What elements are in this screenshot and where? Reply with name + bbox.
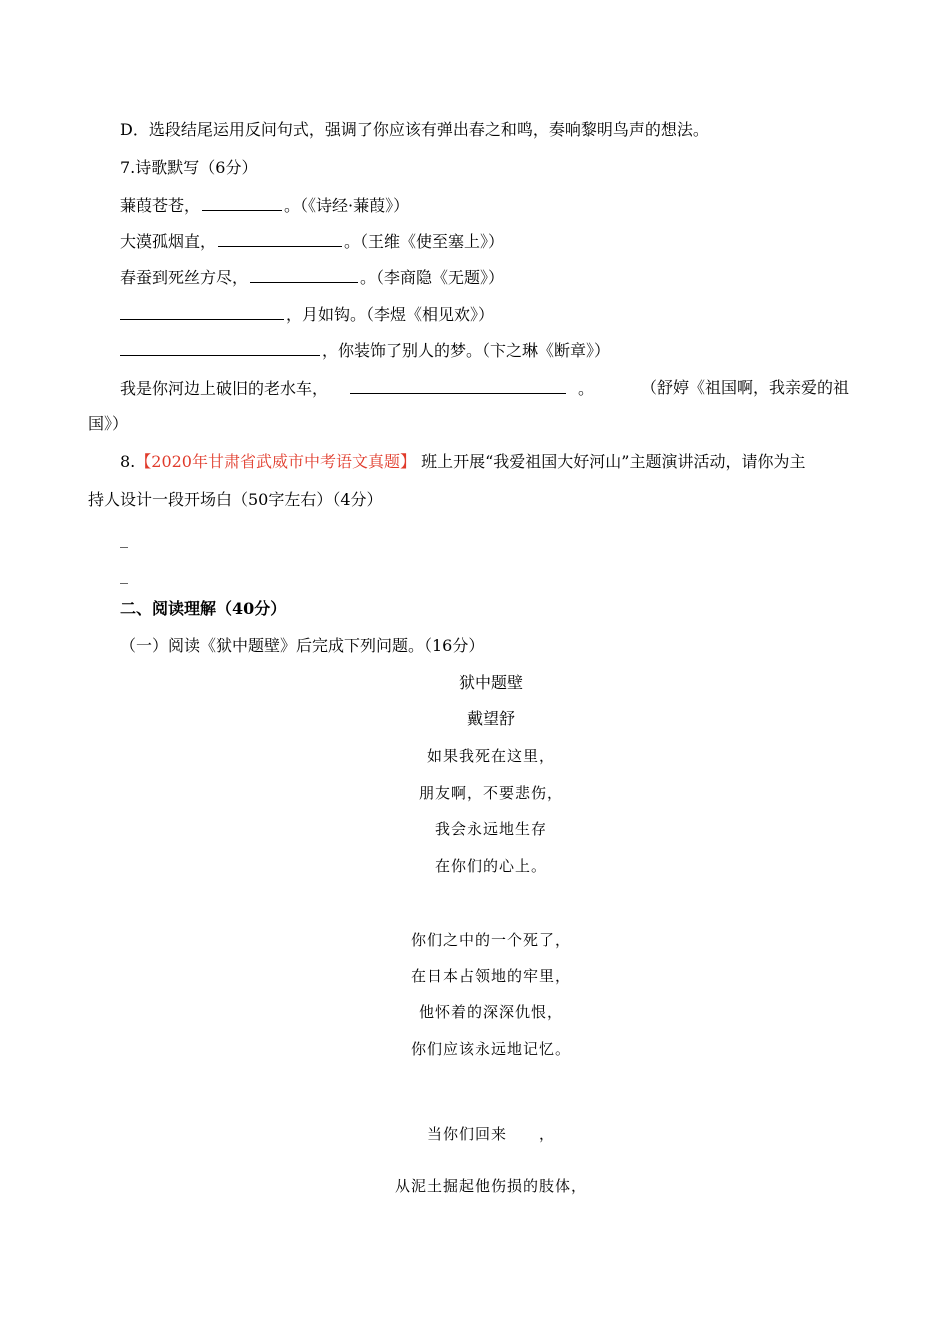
q7-line-3-before: 春蚕到死丝方尽，	[120, 268, 249, 287]
q7-blank-1[interactable]	[202, 194, 282, 211]
q7-line-2-after: 。（王维《使至塞上》）	[344, 232, 505, 251]
q7-line-6	[120, 377, 594, 400]
poem-title: 狱中题壁	[458, 673, 523, 692]
q7-line-5	[120, 339, 610, 362]
q8-text: 班上开展“我爱祖国大好河山”主题演讲活动，请你为主	[416, 452, 806, 471]
q8-answer-line-2[interactable]: _	[120, 565, 128, 584]
poem-line: 我会永远地生存	[434, 820, 547, 838]
q8-answer-line-1[interactable]: _	[120, 529, 128, 548]
poem-line: 在你们的心上。	[434, 857, 547, 875]
q7-blank-3[interactable]	[250, 266, 358, 283]
q7-line-4	[120, 303, 494, 326]
poem-line: 朋友啊，不要悲伤，	[418, 784, 563, 802]
poem-line: 当你们回来 ，	[426, 1125, 555, 1143]
poem-line: 从泥土掘起他伤损的肢体，	[394, 1177, 587, 1195]
q7-line-1-after: 。（《诗经·蒹葭》）	[284, 196, 410, 215]
q7-line-6-source: （舒婷《祖国啊，我亲爱的祖	[641, 378, 850, 397]
q7-heading: 7.诗歌默写（6分）	[120, 158, 258, 177]
q7-blank-6[interactable]	[350, 377, 566, 394]
q7-line-1-before: 蒹葭苍苍，	[120, 196, 201, 215]
q7-line-5-after: ，你装饰了别人的梦。（卞之琳《断章》）	[322, 341, 611, 360]
poem-line: 他怀着的深深仇恨，	[418, 1003, 563, 1021]
q7-blank-4[interactable]	[120, 303, 284, 320]
section-2-heading: 二、阅读理解（40分）	[120, 599, 287, 618]
section-2-sub-1: （一）阅读《狱中题壁》后完成下列问题。（16分）	[120, 636, 485, 655]
q7-blank-5[interactable]	[120, 339, 320, 356]
poem-author: 戴望舒	[466, 709, 515, 728]
q8-number: 8.	[120, 452, 136, 471]
option-d: D．选段结尾运用反问句式，强调了你应该有弹出春之和鸣，奏响黎明鸟声的想法。	[120, 120, 709, 139]
q7-line-3	[120, 266, 504, 289]
q7-line-3-after: 。（李商隐《无题》）	[360, 268, 505, 287]
q8-line-2: 持人设计一段开场白（50字左右）（4分）	[88, 490, 383, 509]
poem-line: 如果我死在这里，	[426, 747, 555, 765]
q7-line-6-before: 我是你河边上破旧的老水车，	[120, 379, 329, 398]
poem-line: 在日本占领地的牢里，	[410, 967, 571, 985]
q7-line-1	[120, 194, 409, 217]
q7-line-4-after: ，月如钩。（李煜《相见欢》）	[286, 305, 495, 324]
q7-blank-2[interactable]	[218, 230, 342, 247]
q7-line-2-before: 大漠孤烟直，	[120, 232, 217, 251]
q8-source-tag: 【2020年甘肃省武威市中考语文真题】	[135, 452, 416, 471]
q7-line-6-source-cont: 国》）	[88, 414, 129, 433]
poem-line: 你们应该永远地记忆。	[410, 1040, 571, 1058]
poem-line: 你们之中的一个死了，	[410, 931, 571, 949]
q8-line-1	[120, 451, 805, 473]
q7-line-6-after: 。	[578, 379, 595, 398]
q7-line-2	[120, 230, 504, 253]
